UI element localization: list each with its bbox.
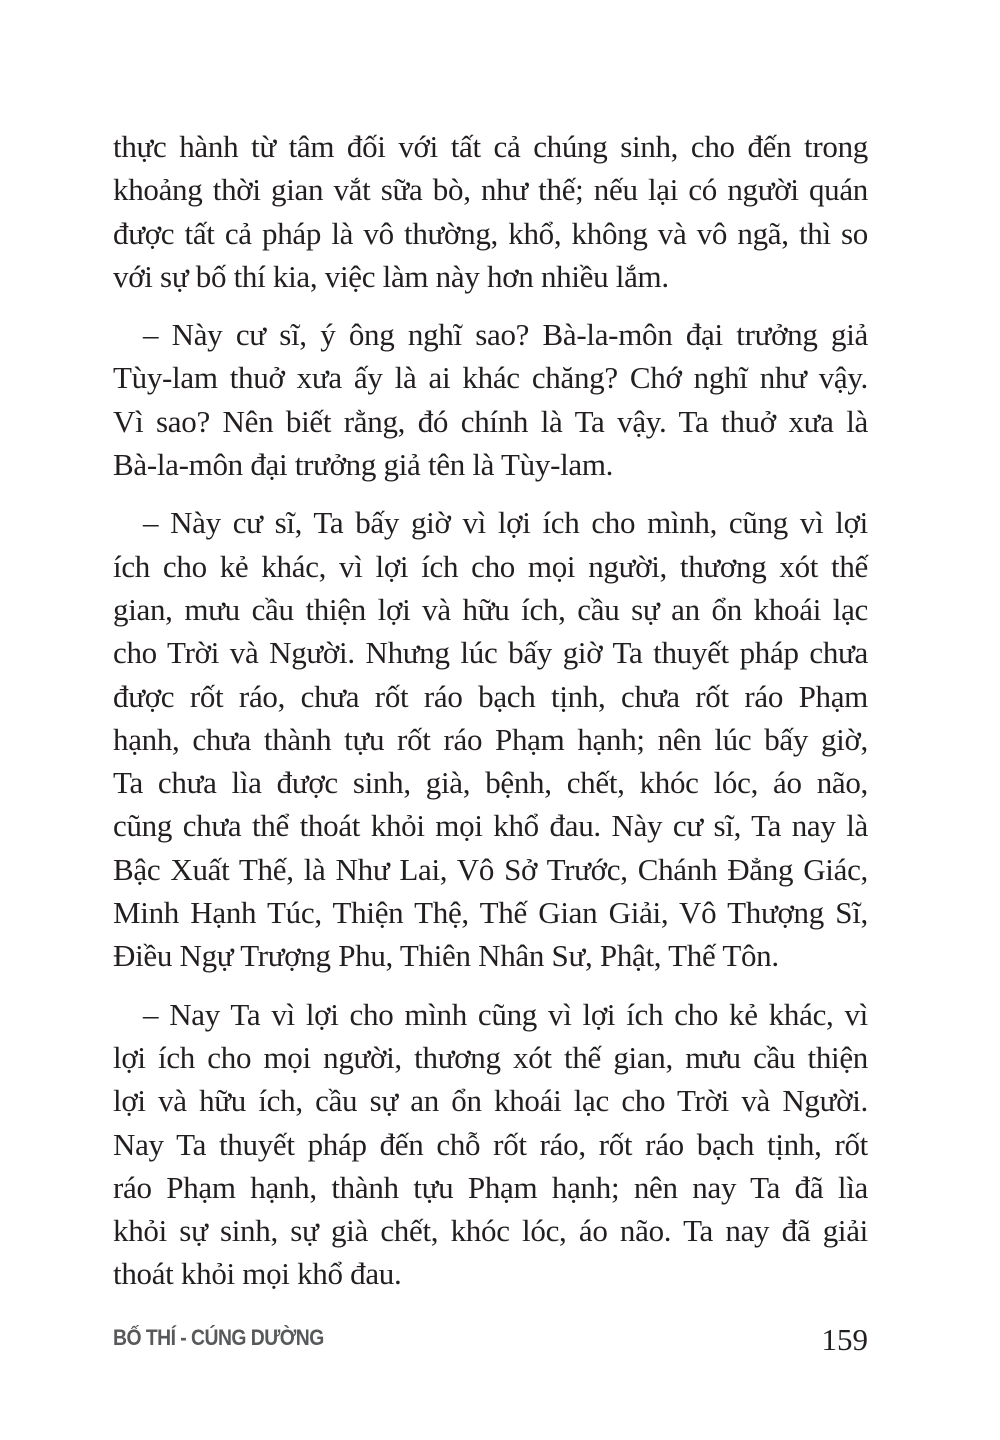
text-line: cũng chưa thể thoát khỏi mọi khổ đau. Này cư sĩ, Ta nay là [113,808,868,844]
text-line: khỏi sự sinh, sự già chết, khóc lóc, áo não. Ta nay đã giải [113,1213,868,1249]
text-line: được rốt ráo, chưa rốt ráo bạch tịnh, chưa rốt ráo Phạm [113,678,868,714]
text-line: – Nay Ta vì lợi cho mình cũng vì lợi ích cho kẻ khác, vì [143,996,868,1032]
text-line: Bà-la-môn đại trưởng giả tên là Tùy-lam. [113,447,614,483]
text-line: Bậc Xuất Thế, là Như Lai, Vô Sở Trước, Chánh Đẳng Giác, [113,851,868,887]
text-line: Minh Hạnh Túc, Thiện Thệ, Thế Gian Giải, Vô Thượng Sĩ, [113,895,868,931]
page-body [113,125,868,1311]
paragraph [113,993,868,1296]
text-line: Nay Ta thuyết pháp đến chỗ rốt ráo, rốt ráo bạch tịnh, rốt [113,1126,868,1162]
text-line: lợi và hữu ích, cầu sự an ổn khoái lạc cho Trời và Người. [113,1083,868,1119]
page-number: 159 [821,1322,868,1357]
text-line: thực hành từ tâm đối với tất cả chúng sinh, cho đến trong [113,129,868,164]
text-line: lợi ích cho mọi người, thương xót thế gian, mưu cầu thiện [113,1039,868,1075]
text-line: cho Trời và Người. Nhưng lúc bấy giờ Ta thuyết pháp chưa [113,635,868,671]
text-line: được tất cả pháp là vô thường, khổ, không và vô ngã, thì so [113,215,868,251]
text-line: gian, mưu cầu thiện lợi và hữu ích, cầu sự an ổn khoái lạc [113,591,868,627]
text-line: với sự bố thí kia, việc làm này hơn nhiều lắm. [113,258,669,294]
text-line: ích cho kẻ khác, vì lợi ích cho mọi người, thương xót thế [113,548,868,584]
text-line: thoát khỏi mọi khổ đau. [113,1256,402,1292]
page-footer [113,1322,868,1362]
text-line: – Này cư sĩ, ý ông nghĩ sao? Bà-la-môn đại trưởng giả [143,317,868,353]
text-line: Điều Ngự Trượng Phu, Thiên Nhân Sư, Phật, Thế Tôn. [113,938,779,974]
running-head: BỐ THÍ - CÚNG DƯỜNG [113,1325,324,1350]
paragraph [113,501,868,977]
text-line: Tùy-lam thuở xưa ấy là ai khác chăng? Chớ nghĩ như vậy. [113,360,868,396]
text-line: ráo Phạm hạnh, thành tựu Phạm hạnh; nên nay Ta đã lìa [113,1169,868,1205]
paragraph [113,313,868,486]
text-line: khoảng thời gian vắt sữa bò, như thế; nếu lại có người quán [113,172,868,208]
text-line: hạnh, chưa thành tựu rốt ráo Phạm hạnh; nên lúc bấy giờ, [113,721,868,757]
text-line: Ta chưa lìa được sinh, già, bệnh, chết, khóc lóc, áo não, [113,765,868,801]
paragraph [113,125,868,298]
text-line: Vì sao? Nên biết rằng, đó chính là Ta vậy. Ta thuở xưa là [113,403,868,439]
text-line: – Này cư sĩ, Ta bấy giờ vì lợi ích cho mình, cũng vì lợi [143,505,868,541]
